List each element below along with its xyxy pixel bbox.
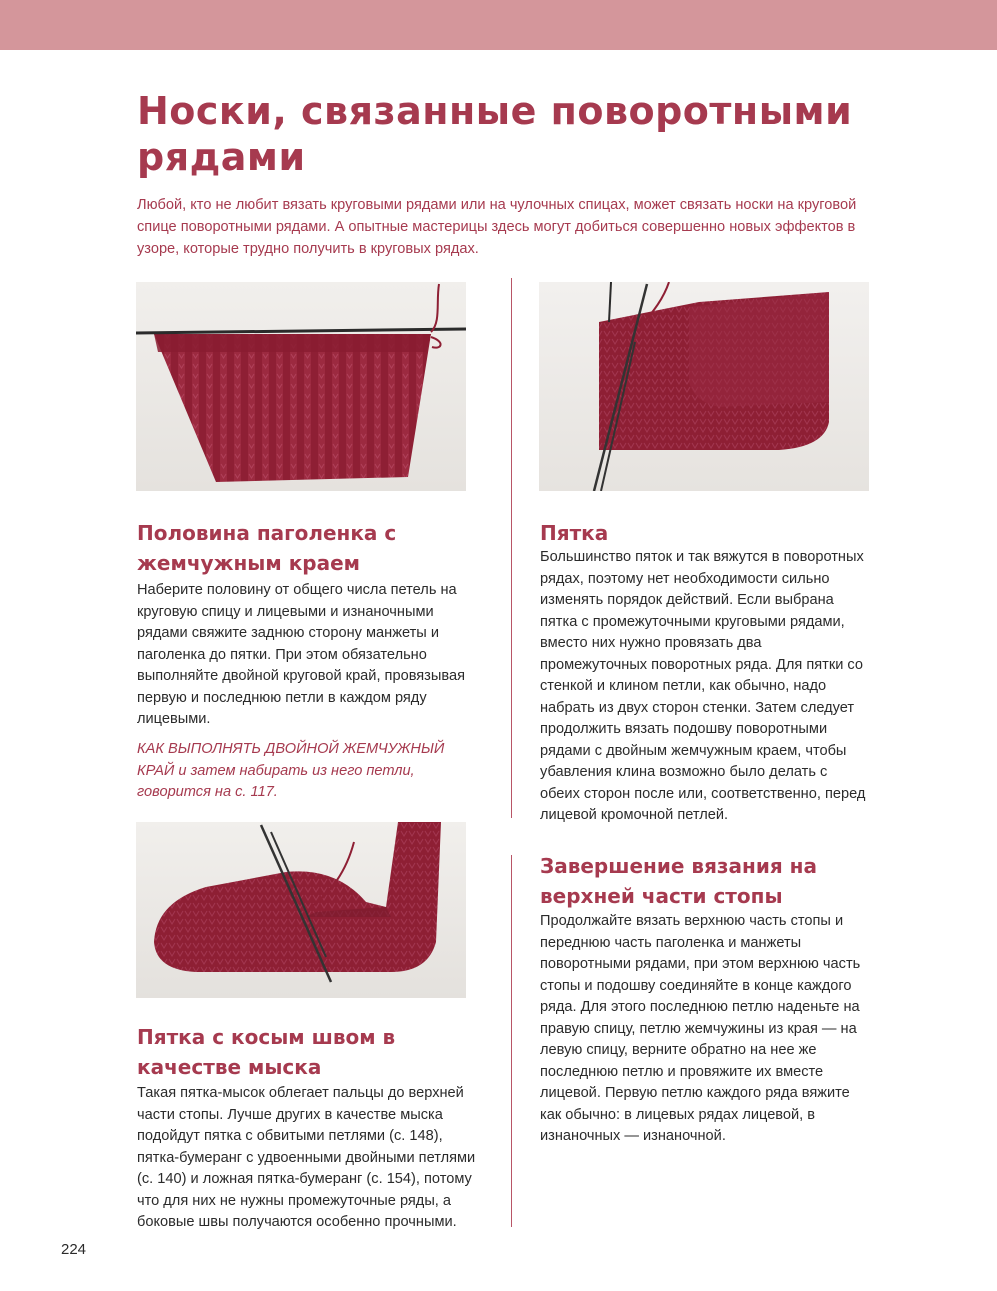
heel-photo [539, 282, 869, 491]
column-divider [511, 278, 512, 818]
cuff-heading: Половина паголенка с жемчужным краем [137, 521, 397, 575]
cuff-body: Наберите половину от общего числа петель на круговую спицу и лицевыми и изнаночными рядами свяжите заднюю сторону манжеты и паголенка до пятки. При этом обязательно выполняйте двойной круговой край, провязывая первую и последнюю петли в каждом ряду лицевыми. [137, 582, 465, 727]
toe-body: Такая пятка-мысок облегает пальцы до верхней части стопы. Лучше других в качестве мыска подойдут пятка с обвитыми петлями (с. 148), пятка-бумеранг с удвоенными двойными петлями (с. 140) и ложная пятка-бумеранг (с. 154), потому что для них не нужны промежуточные ряды, а боковые швы получаются особенно прочными. [137, 1085, 476, 1230]
page-number: 224 [61, 1241, 87, 1258]
intro-paragraph: Любой, кто не любит вязать круговыми рядами или на чулочных спицах, может связать носки на круговой спице поворотными рядами. А опытные мастерицы здесь могут добиться совершенно новых эффектов в узоре, которые трудно получить в круговых рядах. [137, 197, 857, 257]
cuff-photo [136, 282, 466, 491]
finish-heading: Завершение вязания на верхней части стопы [540, 854, 817, 908]
page-title: Носки, связанные поворотными рядами [137, 89, 853, 179]
heel-body: Большинство пяток и так вяжутся в поворотных рядах, поэтому нет необходимости сильно изменять порядок действий. Если выбрана пятка с промежуточными круговыми рядами, вместо них нужно провязать два промежуточных поворотных ряда. Для пятки со стенкой и клином петли, как обычно, надо набрать из двух сторон стенки. Затем следует продолжить вязать подошву поворотными рядами с двойным жемчужным краем, чтобы убавления клина возможно было делать с обеих сторон после или, соответственно, перед лицевой кромочной петлей. [540, 549, 866, 823]
toe-heading: Пятка с косым швом в качестве мыска [137, 1025, 396, 1079]
sock-photo [136, 822, 466, 998]
finish-body: Продолжайте вязать верхнюю часть стопы и переднюю часть паголенка и манжеты поворотными рядами, при этом верхнюю часть стопы и подошву соединяйте в конце каждого ряда. Для этого последнюю петлю наденьте на правую спицу, петлю жемчужины из края — на левую спицу, верните обратно на нее же последнюю петлю и провяжите их вместе лицевой. Первую петлю каждого ряда вяжите как обычно: в лицевых рядах лицевой, в изнаночных — изнаночной. [540, 913, 861, 1144]
cuff-note: КАК ВЫПОЛНЯТЬ ДВОЙНОЙ ЖЕМЧУЖНЫЙ КРАЙ и затем набирать из него петли, говорится на с. 117. [137, 741, 445, 800]
column-divider [511, 855, 512, 1227]
heel-heading: Пятка [540, 521, 609, 545]
header-band [0, 0, 997, 50]
